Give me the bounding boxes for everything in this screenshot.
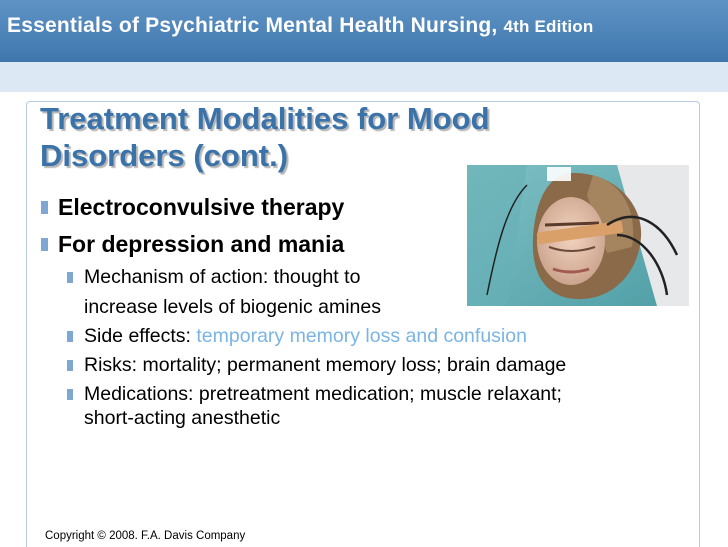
mechanism-line2: increase levels of biogenic amines: [84, 296, 381, 318]
bullet-indication-text: For depression and mania: [58, 231, 345, 257]
bullet-marker: [41, 238, 48, 251]
sub-bullet-side-effects: [66, 324, 696, 348]
sub-bullet-marker: [67, 360, 73, 371]
header-subbar: [0, 62, 728, 92]
bullet-marker: [41, 201, 48, 214]
copyright-footer: Copyright © 2008. F.A. Davis Company: [45, 530, 246, 542]
medications-line1: Medications: pretreatment medication; muscle relaxant;: [84, 383, 562, 405]
header-bar: [0, 0, 728, 62]
slide-title-line2: Disorders (cont.): [40, 138, 289, 173]
slide-title: [40, 100, 600, 174]
mechanism-line1: Mechanism of action: thought to: [84, 266, 361, 288]
sub-bullet-marker: [67, 389, 73, 400]
sub-bullet-risks: [66, 353, 696, 377]
header-title: [7, 14, 593, 38]
sub-bullet-marker: [67, 272, 73, 283]
risks-text: Risks: mortality; permanent memory loss; brain damage: [84, 354, 567, 376]
bullet-ect: [40, 193, 460, 221]
bullet-indication: [40, 230, 460, 258]
sub-bullet-list: [66, 265, 696, 435]
sub-bullet-mechanism: [66, 265, 696, 319]
header-title-text: Essentials of Psychiatric Mental Health Nursing,: [7, 14, 498, 37]
sub-bullet-marker: [67, 331, 73, 342]
medications-line2: short-acting anesthetic: [84, 407, 281, 429]
side-effects-label: Side effects:: [84, 325, 197, 347]
main-bullet-list: [40, 193, 460, 267]
side-effects-value: temporary memory loss and confusion: [196, 325, 527, 347]
slide-title-line1: Treatment Modalities for Mood: [40, 101, 490, 136]
sub-bullet-medications: [66, 382, 696, 430]
bullet-ect-text: Electroconvulsive therapy: [58, 194, 345, 220]
header-edition: 4th Edition: [503, 17, 594, 36]
